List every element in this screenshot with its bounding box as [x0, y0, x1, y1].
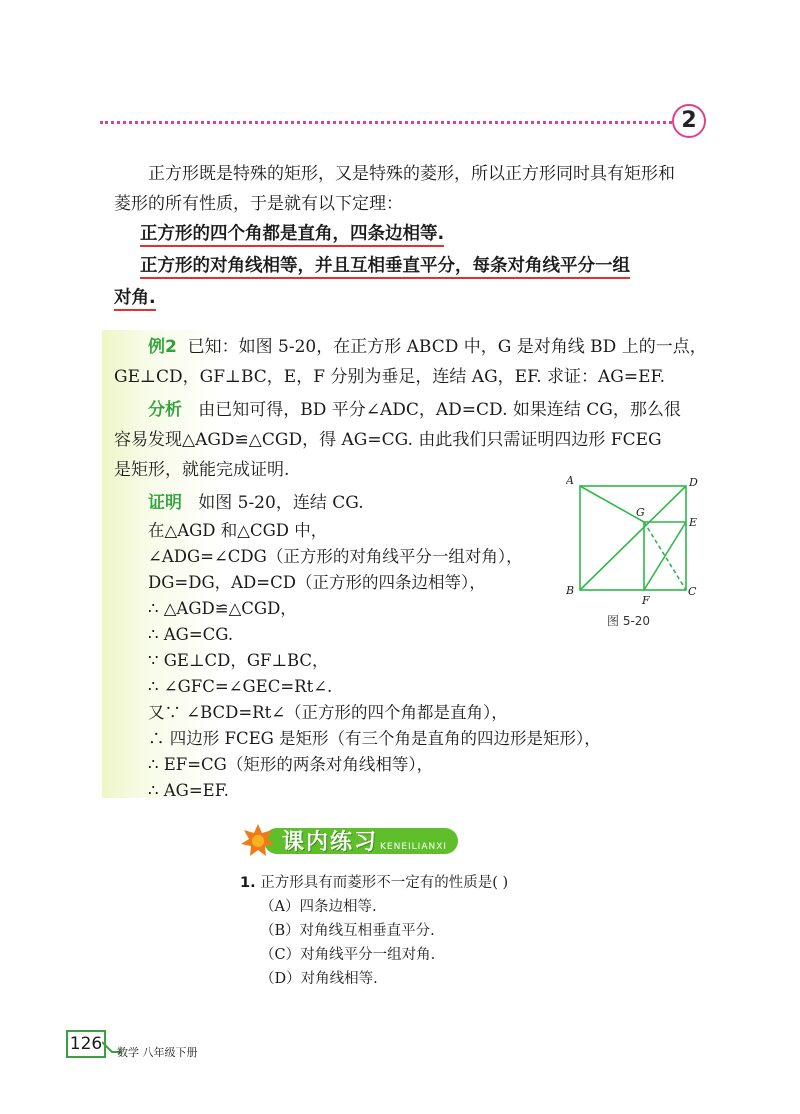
proof-line: ∴ △AGD≌△CGD， — [148, 599, 297, 618]
proof-line: 又∵ ∠BCD=Rt∠（正方形的四个角都是直角）， — [148, 703, 508, 722]
label-f: F — [642, 594, 650, 607]
proof-line: 在△AGD 和△CGD 中， — [148, 521, 328, 540]
header-dotted-rule — [100, 121, 672, 124]
proof-line: ∵ GE⊥CD，GF⊥BC， — [148, 651, 329, 670]
figure-caption: 图 5-20 — [607, 614, 651, 628]
theorem-2-line-1: 正方形的对角线相等，并且互相垂直平分，每条对角线平分一组 — [140, 250, 700, 282]
segment-ef — [644, 522, 686, 590]
book-label: 数学 八年级下册 — [117, 1046, 198, 1059]
practice-title: 课内练习 — [282, 830, 379, 855]
question-text: 正方形具有而菱形不一定有的性质是( ) — [260, 875, 509, 891]
proof-line: ∴ EF=CG（矩形的两条对角线相等）， — [148, 755, 434, 774]
example-label: 例2 — [148, 337, 177, 357]
proof-line: ∴ AG=CG. — [148, 625, 234, 644]
question-number: 1. — [240, 875, 256, 891]
example-text-1: 已知：如图 5-20，在正方形 ABCD 中，G 是对角线 BD 上的一点， — [187, 337, 707, 357]
practice-subtitle: KENEILIANXI — [380, 842, 448, 852]
section-number-badge: 2 — [672, 104, 706, 138]
proof-line: ∴ 四边形 FCEG 是矩形（有三个角是直角的四边形是矩形）， — [148, 729, 601, 748]
intro-line-2: 菱形的所有性质，于是就有以下定理： — [114, 194, 403, 214]
label-b: B — [566, 584, 575, 597]
example-line-1 — [114, 332, 707, 362]
theorem-2-line-2: 对角. — [114, 282, 704, 314]
proof-line: DG=DG，AD=CD（正方形的四条边相等）， — [148, 573, 486, 592]
option-a: （A）四条边相等. — [260, 899, 377, 915]
proof-line: ∴ ∠GFC=∠GEC=Rt∠. — [148, 677, 333, 696]
label-g: G — [636, 506, 645, 519]
square-abcd — [580, 486, 686, 590]
geometry-figure — [566, 470, 706, 630]
proof-intro-text: 如图 5-20，连结 CG. — [198, 493, 364, 513]
proof-label: 证明 — [148, 493, 182, 513]
theorem-1: 正方形的四个角都是直角，四条边相等. — [140, 218, 730, 250]
diagonal-bd — [580, 486, 686, 590]
analysis-label: 分析 — [148, 400, 182, 420]
intro-line-1: 正方形既是特殊的矩形，又是特殊的菱形，所以正方形同时具有矩形和 — [148, 164, 675, 184]
proof-line-intro — [148, 488, 548, 518]
label-c: C — [688, 585, 697, 598]
label-a: A — [566, 474, 574, 487]
label-d: D — [689, 476, 698, 489]
analysis-text-1: 由已知可得，BD 平分∠ADC，AD=CD. 如果连结 CG，那么很 — [198, 400, 681, 420]
option-d: （D）对角线相等. — [260, 971, 378, 987]
analysis-line-3: 是矩形，就能完成证明. — [114, 460, 290, 480]
option-b: （B）对角线互相垂直平分. — [260, 923, 435, 939]
segment-ag — [580, 486, 644, 522]
analysis-line-1 — [114, 395, 704, 425]
proof-line: ∠ADG=∠CDG（正方形的对角线平分一组对角）， — [148, 547, 523, 566]
option-c: （C）对角线平分一组对角. — [260, 947, 436, 963]
intro-paragraph — [114, 159, 704, 219]
page-number: 126 — [66, 1030, 106, 1058]
analysis-line-2: 容易发现△AGD≌△CGD，得 AG=CG. 由此我们只需证明四边形 FCEG — [114, 430, 662, 450]
proof-line: ∴ AG=EF. — [148, 781, 229, 800]
question-1 — [240, 871, 508, 895]
example-line-2: GE⊥CD，GF⊥BC，E，F 分别为垂足，连结 AG，EF. 求证：AG=EF. — [114, 367, 666, 387]
label-e: E — [689, 516, 698, 529]
